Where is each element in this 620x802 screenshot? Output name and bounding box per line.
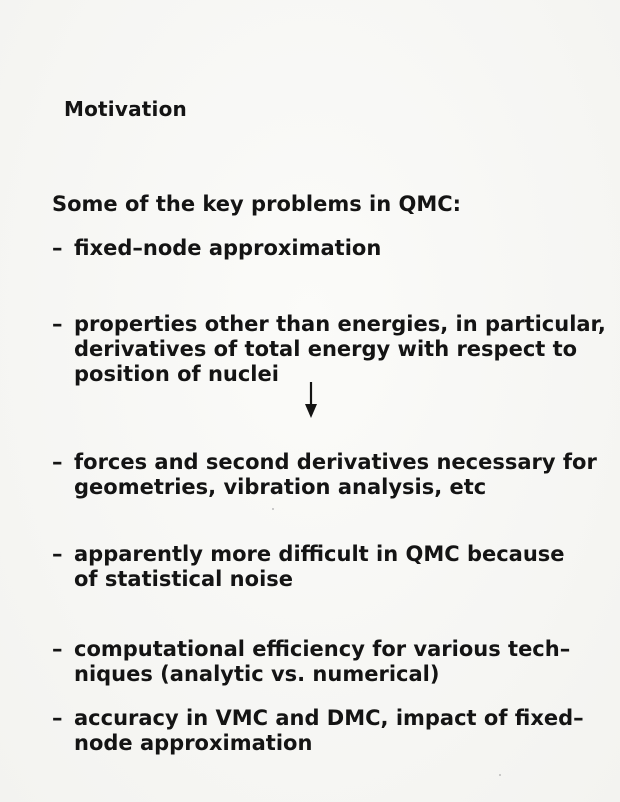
- bullet-line: fixed–node approximation: [74, 236, 382, 260]
- bullet-item: [52, 312, 612, 387]
- bullet-text: [74, 236, 612, 261]
- bullet-line: apparently more difficult in QMC because: [74, 542, 565, 566]
- bullet-text: [74, 706, 612, 756]
- bullet-dash: –: [52, 312, 63, 336]
- bullet-text: [74, 542, 612, 592]
- bullet-line: node approximation: [74, 731, 313, 755]
- bullet-line: derivatives of total energy with respect to: [74, 337, 578, 361]
- scan-speck: [499, 774, 501, 776]
- scan-speck: [272, 508, 274, 510]
- bullet-item: [52, 542, 612, 592]
- page-title: Motivation: [64, 97, 187, 121]
- bullet-line: computational efficiency for various tech–: [74, 637, 571, 661]
- bullet-line: niques (analytic vs. numerical): [74, 662, 440, 686]
- bullet-item: [52, 450, 612, 500]
- down-arrow-icon: [304, 380, 318, 420]
- bullet-dash: –: [52, 706, 63, 730]
- bullet-text: [74, 450, 612, 500]
- bullet-line: forces and second derivatives necessary for: [74, 450, 597, 474]
- bullet-item: [52, 706, 612, 756]
- intro-heading: Some of the key problems in QMC:: [52, 192, 462, 216]
- bullet-line: accuracy in VMC and DMC, impact of fixed–: [74, 706, 584, 730]
- bullet-dash: –: [52, 542, 63, 566]
- bullet-text: [74, 312, 612, 387]
- bullet-line: properties other than energies, in particular,: [74, 312, 606, 336]
- bullet-item: [52, 637, 612, 687]
- bullet-dash: –: [52, 236, 63, 260]
- bullet-dash: –: [52, 450, 63, 474]
- bullet-dash: –: [52, 637, 63, 661]
- bullet-line: position of nuclei: [74, 362, 279, 386]
- bullet-line: of statistical noise: [74, 567, 294, 591]
- bullet-text: [74, 637, 612, 687]
- bullet-line: geometries, vibration analysis, etc: [74, 475, 487, 499]
- bullet-item: [52, 236, 612, 261]
